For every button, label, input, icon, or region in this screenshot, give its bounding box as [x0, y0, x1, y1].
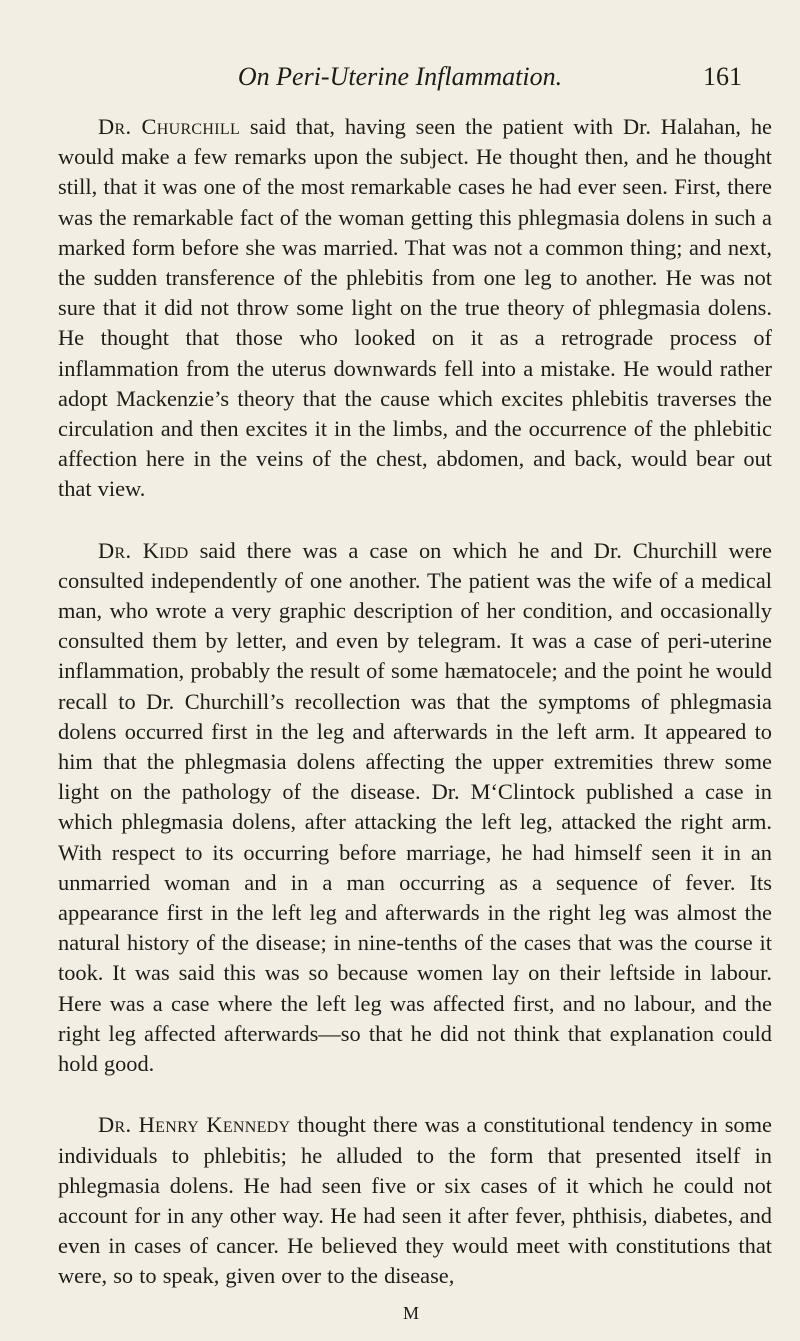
speaker-name: Dr. Kidd [98, 537, 189, 563]
speaker-name: Dr. Henry Kennedy [98, 1112, 291, 1138]
body-text [58, 112, 772, 1292]
page-number: 161 [703, 62, 742, 91]
page-header [0, 62, 800, 102]
paragraph-churchill [58, 112, 772, 505]
signature-mark: M [402, 1303, 419, 1323]
running-title: On Peri-Uterine Inflammation. [237, 62, 563, 91]
paragraph-text: said there was a case on which he and Dr. Churchill were consulted independently of one another. The patient was the wife of a medical man, who wrote a very graphic description of her condition, and occasionally consulted them by letter, and even by telegram. It was a case of peri-uterine inflammation, probably the result of some hæmatocele; and the point he would recall to Dr. Churchill’s recollection was that the symptoms of phlegmasia dolens occurred first in the leg and afterwards in the left arm. It appeared to him that the phlegmasia dolens affecting the upper extremities threw some light on the pathology of the disease. Dr. M‘Clintock published a case in which phlegmasia dolens, after attacking the left leg, attacked the right arm. With respect to its occurring before marriage, he had himself seen it in an unmarried woman and in a man occurring as a sequence of fever. Its appearance first in the left leg and afterwards in the right leg was almost the natural history of the disease; in nine-tenths of the cases that was the course it took. It was said this was so because women lay on their leftside in labour. Here was a case where the left leg was affected first, and no labour, and the right leg affected afterwards—so that he did not think that explanation could hold good. [58, 537, 772, 1077]
speaker-name: Dr. Churchill [98, 114, 241, 139]
paragraph-kidd [58, 536, 772, 1080]
paragraph-kennedy [58, 1110, 772, 1291]
paragraph-text: thought there was a constitutional tendency in some individuals to phlebitis; he alluded to the form that presented itself in phlegmasia dolens. He had seen five or six cases of it which he could not account for in any other way. He had seen it after fever, phthisis, diabetes, and even in cases of cancer. He believed they would meet with constitutions that were, so to speak, given over to the disease, [58, 1112, 772, 1289]
paragraph-text: said that, having seen the patient with Dr. Halahan, he would make a few remarks upon the subject. He thought then, and he thought still, that it was one of the most remarkable cases he had ever seen. First, there was the remarkable fact of the woman getting this phlegmasia dolens in such a marked form before she was married. That was not a common thing; and next, the sudden transference of the phlebitis from one leg to another. He was not sure that it did not throw some light on the true theory of phlegmasia dolens. He thought that those who looked on it as a retrograde process of inflammation from the uterus downwards fell into a mistake. He would rather adopt Mackenzie’s theory that the cause which excites phlebitis traverses the circulation and then excites it in the limbs, and the occurrence of the phlebitic affection here in the veins of the chest, abdomen, and back, would bear out that view. [58, 114, 772, 502]
